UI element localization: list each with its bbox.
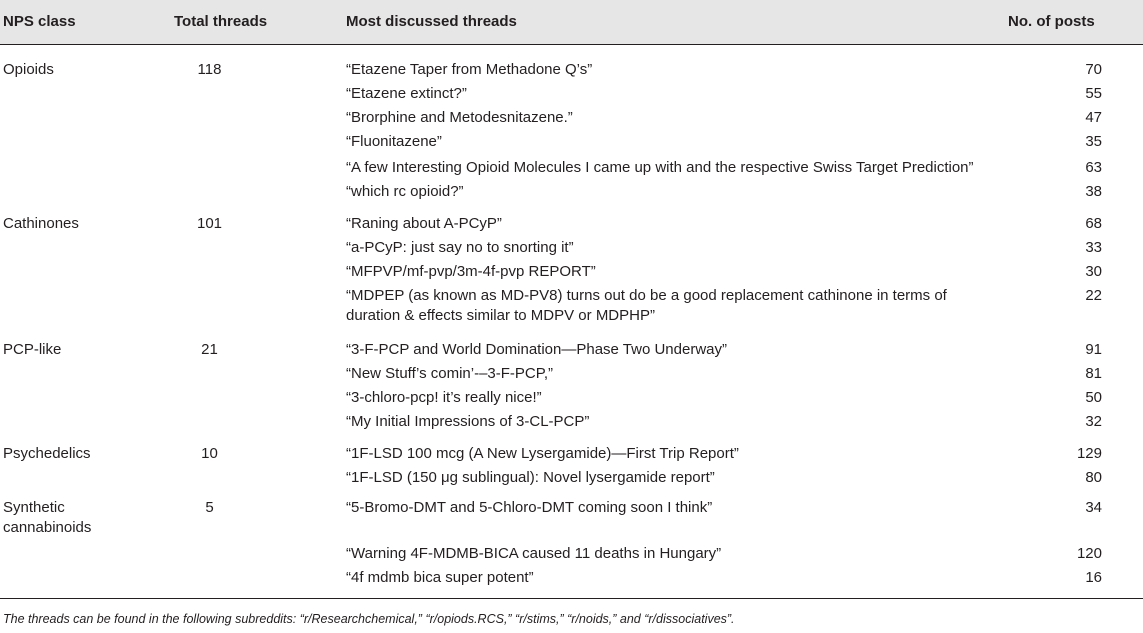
posts-count-cell: 22 xyxy=(1085,287,1102,304)
header-rule xyxy=(0,44,1143,45)
nps-class-cell: PCP-like xyxy=(3,341,62,358)
header-posts: No. of posts xyxy=(1008,13,1095,30)
posts-count-cell: 30 xyxy=(1085,263,1102,280)
thread-title-cell: “My Initial Impressions of 3-CL-PCP” xyxy=(346,413,590,430)
posts-count-cell: 81 xyxy=(1085,365,1102,382)
table-header-row xyxy=(0,0,1143,44)
nps-class-cell: Synthetic cannabinoids xyxy=(3,499,92,536)
total-threads-cell: 5 xyxy=(205,499,214,516)
thread-title-cell: “MFPVP/mf-pvp/3m-4f-pvp REPORT” xyxy=(346,263,596,280)
total-threads-cell: 118 xyxy=(197,61,222,78)
thread-title-cell: “Etazene Taper from Methadone Q’s” xyxy=(346,61,593,78)
nps-class-cell: Opioids xyxy=(3,61,54,78)
thread-title-cell: “New Stuff’s comin’-–3-F-PCP,” xyxy=(346,365,553,382)
bottom-rule xyxy=(0,598,1143,599)
nps-class-cell: Cathinones xyxy=(3,215,79,232)
posts-count-cell: 38 xyxy=(1085,183,1102,200)
posts-count-cell: 32 xyxy=(1085,413,1102,430)
header-total-threads: Total threads xyxy=(174,13,268,30)
posts-count-cell: 34 xyxy=(1085,499,1102,516)
thread-title-cell: “3-chloro-pcp! it’s really nice!” xyxy=(346,389,542,406)
posts-count-cell: 129 xyxy=(1076,445,1102,462)
thread-title-cell: “4f mdmb bica super potent” xyxy=(346,569,534,586)
thread-title-cell: “Etazene extinct?” xyxy=(346,85,467,102)
thread-title-cell: “3-F-PCP and World Domination—Phase Two Underway” xyxy=(346,341,727,358)
posts-count-cell: 47 xyxy=(1085,109,1102,126)
posts-count-cell: 120 xyxy=(1076,545,1102,562)
posts-count-cell: 35 xyxy=(1085,133,1102,150)
total-threads-cell: 21 xyxy=(201,341,218,358)
posts-count-cell: 16 xyxy=(1085,569,1102,586)
nps-class-cell: Psychedelics xyxy=(3,445,91,462)
posts-count-cell: 80 xyxy=(1085,469,1102,486)
posts-count-cell: 91 xyxy=(1085,341,1102,358)
thread-title-cell: “a-PCyP: just say no to snorting it” xyxy=(346,239,574,256)
posts-count-cell: 33 xyxy=(1085,239,1102,256)
thread-title-cell: “MDPEP (as known as MD-PV8) turns out do be a good replacement cathinone in terms of duration & effects similar to MDPV or MDPHP” xyxy=(346,287,947,324)
thread-title-cell: “Fluonitazene” xyxy=(346,133,442,150)
thread-title-cell: “which rc opioid?” xyxy=(346,183,464,200)
header-most-discussed: Most discussed threads xyxy=(346,13,517,30)
thread-title-cell: “1F-LSD 100 mcg (A New Lysergamide)—First Trip Report” xyxy=(346,445,739,462)
thread-title-cell: “Brorphine and Metodesnitazene.” xyxy=(346,109,573,126)
posts-count-cell: 68 xyxy=(1085,215,1102,232)
total-threads-cell: 10 xyxy=(201,445,218,462)
thread-title-cell: “A few Interesting Opioid Molecules I came up with and the respective Swiss Target Prediction” xyxy=(346,159,974,176)
thread-title-cell: “1F-LSD (150 μg sublingual): Novel lysergamide report” xyxy=(346,469,715,486)
total-threads-cell: 101 xyxy=(196,215,223,232)
posts-count-cell: 55 xyxy=(1085,85,1102,102)
posts-count-cell: 70 xyxy=(1085,61,1102,78)
thread-title-cell: “Raning about A-PCyP” xyxy=(346,215,502,232)
table-footnote: The threads can be found in the following subreddits: “r/Researchchemical,” “r/opiods.RCS,” “r/stims,” “r/noids,” and “r/dissociatives”. xyxy=(3,612,735,626)
header-nps-class: NPS class xyxy=(3,13,76,30)
thread-title-cell: “Warning 4F-MDMB-BICA caused 11 deaths in Hungary” xyxy=(346,545,722,562)
posts-count-cell: 50 xyxy=(1085,389,1102,406)
posts-count-cell: 63 xyxy=(1085,159,1102,176)
thread-title-cell: “5-Bromo-DMT and 5-Chloro-DMT coming soon I think” xyxy=(346,499,713,516)
